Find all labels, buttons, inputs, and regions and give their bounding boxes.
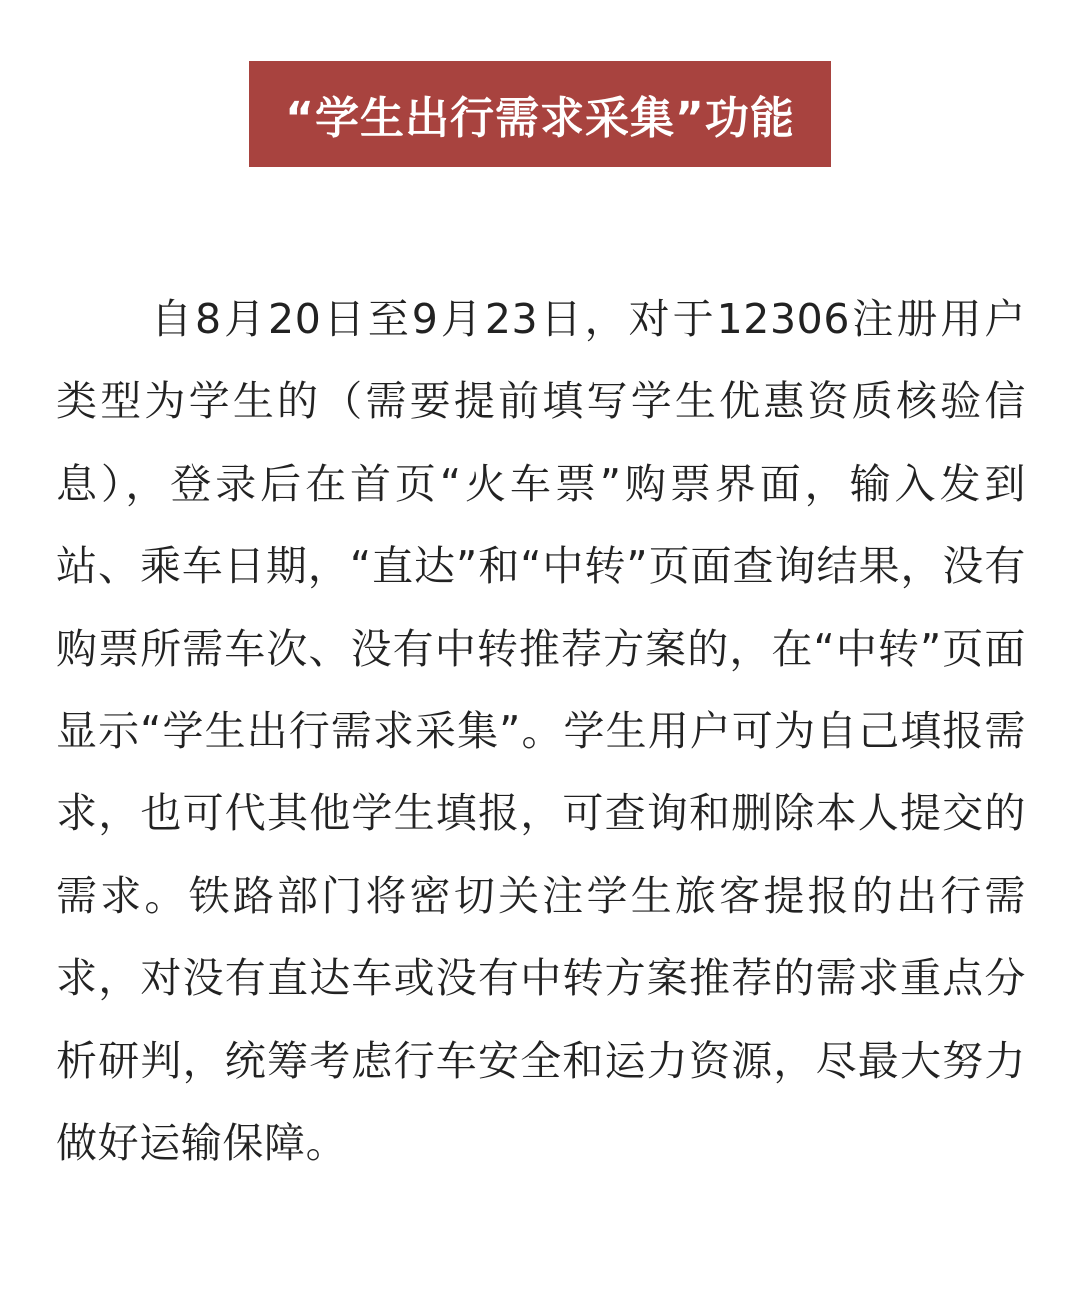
page-title: “学生出行需求采集”功能	[285, 93, 795, 144]
body-paragraph: 自8月20日至9月23日，对于12306注册用户类型为学生的（需要提前填写学生优惠资质核验信息），登录后在首页“火车票”购票界面，输入发到站、乘车日期，“直达”和“中转”页面查询结果，没有购票所需车次、没有中转推荐方案的，在“中转”页面显示“学生出行需求采集”。学生用户可为自己填报需求，也可代其他学生填报，可查询和删除本人提交的需求。铁路部门将密切关注学生旅客提报的出行需求，对没有直达车或没有中转方案推荐的需求重点分析研判，统筹考虑行车安全和运力资源，尽最大努力做好运输保障。	[56, 295, 1026, 1168]
title-banner	[249, 61, 831, 167]
